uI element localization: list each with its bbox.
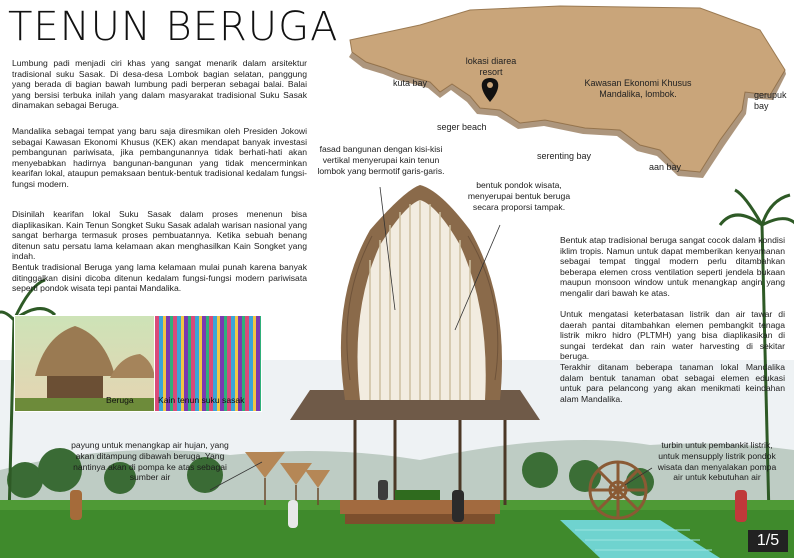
paragraph-right-3: Terakhir ditanam beberapa tanaman lokal Mandalika dalam bentuk tanaman obat sebagai elemen edukasi untuk para pelancong yang akan menikmati keindahan alam Mandalika. [560,362,785,404]
map-label-kuta: kuta bay [393,78,428,88]
photo-beruga [14,315,156,412]
map-label-seger: seger beach [437,122,487,132]
annotation-turbin: turbin untuk pembankit listrik, untuk mensupply listrik pondok wisata dan menyalakan pompa air untuk kebutuhan air [657,440,777,483]
map-label-resort: lokasi diarea resort [465,56,517,77]
rain-umbrellas [245,452,330,488]
paragraph-left-3: Disinilah kearifan lokal Suku Sasak dalam proses menenun bisa diaplikasikan. Kain Tenun Songket Suku Sasak adalah warisan nasional yang sangat berharga termasuk proses pembuatannya. Ketika sebuah benang ditenun satu persatu lama kelamaan akan menghasilkan Kain Songket yang indah. [12,209,307,262]
annotation-pondok: bentuk pondok wisata, menyerupai bentuk beruga secara proporsi tampak. [467,180,571,212]
annotation-payung: payung untuk menangkap air hujan, yang akan ditampung dibawah beruga. Yang nantinya akan di pompa ke atas sebagai sumber air [71,440,229,483]
paragraph-left-2: Mandalika sebagai tempat yang baru saja diresmikan oleh Presiden Jokowi sebagai Kawasan Ekonomi Khusus (KEK) akan mendapat banyak investasi pembangunan pariwisata, jika pembangunannya tidak berhati-hati akan menyebabkan hadirnya bangunan-bangunan yang tidak mencerminkan kearifan lokal, ataupun pemaksaan bentuk-bentuk tradisional kedalam fungsi-fungsi modern. [12,126,307,189]
map-label-serenting: serenting bay [537,151,592,161]
caption-kain: Kain tenun suku sasak [158,395,245,405]
page-number: 1/5 [748,530,788,552]
page-title: TENUN BERUGA [8,4,339,50]
paragraph-left-4: Bentuk tradisional Beruga yang lama kelamaan mulai punah karena banyak ditinggalkan disini dicoba ditenun kedalam fungsi-fungsi modern pariwisata seperti pondok wisata tepi pantai Mandalika. [12,262,307,294]
paragraph-right-2: Untuk mengatasi keterbatasan listrik dan air tawar di daerah pantai ditambahkan elemen pembangkit tenaga listrik mikro hidro (PLTMH) yang bisa diaplikasikan di sungai terdekat dan rain water harvesting di sekitar beruga. [560,309,785,362]
map-label-kek: Kawasan Ekonomi Khusus Mandalika, lombok. [584,78,692,99]
paragraph-left-1: Lumbung padi menjadi ciri khas yang sangat menarik dalam arsitektur tradisional suku Sasak. Di desa-desa Lombok bagian selatan, panggung yang berada di bagian bawah lumbung padi berperan sebagai balai. Balai yang bersisi terbuka inilah yang dalam masyarakat tradisional Suku Sasak dinamakan sebagai Beruga. [12,58,307,111]
paragraph-right-1: Bentuk atap tradisional beruga sangat cocok dalam kondisi iklim tropis. Namun untuk dapat memberikan kenyamanan sebagai tempat tinggal modern perlu ditambahkan beberapa elemen cross ventilation seperti jendela bukaan maupun monsoon window untuk menangkap angin yang mengalir dari bawah ke atas. [560,235,785,298]
water-turbine [590,462,646,518]
caption-beruga: Beruga [106,395,134,405]
annotation-facade: fasad bangunan dengan kisi-kisi vertikal menyerupai kain tenun lombok yang bermotif garis-garis. [317,144,445,176]
map-label-gerupuk: gerupuk bay [754,90,787,111]
map-label-aan: aan bay [649,162,682,172]
